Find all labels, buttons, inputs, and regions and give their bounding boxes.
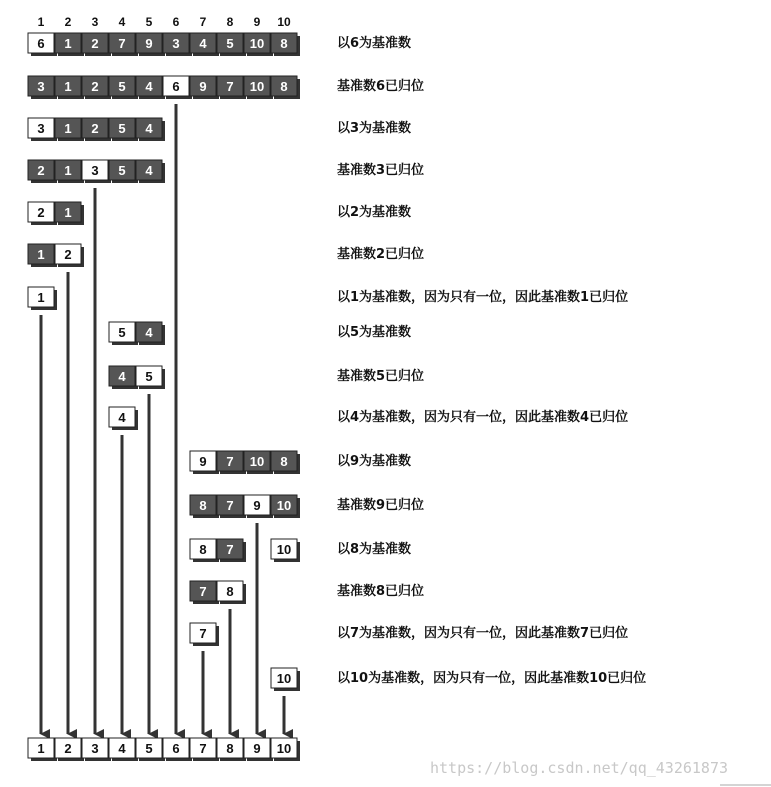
cell-value: 2 bbox=[64, 247, 72, 262]
cell-value: 2 bbox=[91, 79, 99, 94]
cell-value: 8 bbox=[280, 79, 288, 94]
cell-box bbox=[217, 451, 246, 474]
step-row bbox=[109, 322, 411, 345]
cell-value: 9 bbox=[253, 498, 261, 513]
step-row bbox=[28, 76, 424, 99]
cell-value: 4 bbox=[145, 79, 153, 94]
cell-box bbox=[109, 76, 138, 99]
step-description: 以1为基准数，因为只有一位，因此基准数1已归位 bbox=[337, 290, 629, 305]
cell-value: 3 bbox=[37, 79, 45, 94]
cell-value: 8 bbox=[199, 498, 207, 513]
step-description: 以7为基准数，因为只有一位，因此基准数7已归位 bbox=[337, 626, 629, 641]
column-index: 5 bbox=[145, 15, 153, 29]
cell-value: 3 bbox=[91, 163, 99, 178]
step-description: 基准数9已归位 bbox=[337, 498, 425, 513]
cell-value: 9 bbox=[253, 741, 261, 756]
step-row bbox=[28, 160, 424, 183]
cell-box bbox=[190, 539, 219, 562]
cell-value: 5 bbox=[145, 741, 153, 756]
cell-value: 2 bbox=[91, 121, 99, 136]
cell-box bbox=[28, 738, 57, 761]
cell-value: 7 bbox=[226, 542, 234, 557]
cell-box bbox=[82, 33, 111, 56]
cell-box bbox=[271, 539, 300, 562]
cell-value: 8 bbox=[226, 741, 234, 756]
cell-box bbox=[190, 451, 219, 474]
cell-box bbox=[217, 738, 246, 761]
cell-value: 2 bbox=[91, 36, 99, 51]
cell-box bbox=[244, 451, 273, 474]
column-index: 6 bbox=[172, 15, 180, 29]
step-row bbox=[28, 287, 628, 310]
column-index: 8 bbox=[226, 15, 234, 29]
cell-box bbox=[217, 581, 246, 604]
step-row bbox=[28, 202, 411, 225]
column-index: 2 bbox=[64, 15, 72, 29]
cell-box bbox=[136, 366, 165, 389]
cell-value: 7 bbox=[226, 454, 234, 469]
cell-value: 8 bbox=[226, 584, 234, 599]
cell-value: 3 bbox=[172, 36, 180, 51]
cell-box bbox=[271, 76, 300, 99]
cell-box bbox=[244, 33, 273, 56]
step-description: 以9为基准数 bbox=[337, 454, 412, 469]
cell-value: 3 bbox=[37, 121, 45, 136]
cell-value: 7 bbox=[199, 584, 207, 599]
step-description: 以2为基准数 bbox=[337, 205, 412, 220]
step-description: 以10为基准数，因为只有一位，因此基准数10已归位 bbox=[337, 671, 647, 686]
step-description: 基准数6已归位 bbox=[337, 79, 425, 94]
cell-value: 1 bbox=[64, 163, 72, 178]
cell-box bbox=[217, 495, 246, 518]
column-index-header bbox=[38, 15, 291, 29]
step-description: 以3为基准数 bbox=[337, 121, 412, 136]
step-row bbox=[28, 118, 411, 141]
cell-box bbox=[55, 118, 84, 141]
cell-box bbox=[271, 451, 300, 474]
cell-box bbox=[55, 202, 84, 225]
cell-box bbox=[28, 160, 57, 183]
cell-box bbox=[163, 76, 192, 99]
cell-value: 10 bbox=[276, 498, 292, 513]
final-sorted-row bbox=[28, 738, 300, 761]
column-index: 1 bbox=[37, 15, 45, 29]
cell-box bbox=[109, 407, 138, 430]
watermark: https://blog.csdn.net/qq_43261873 bbox=[430, 759, 729, 777]
cell-value: 7 bbox=[226, 498, 234, 513]
cell-value: 4 bbox=[145, 325, 153, 340]
cell-box bbox=[217, 76, 246, 99]
cell-box bbox=[136, 738, 165, 761]
cell-box bbox=[271, 668, 300, 691]
cell-box bbox=[190, 738, 219, 761]
cell-box bbox=[55, 738, 84, 761]
cell-value: 8 bbox=[199, 542, 207, 557]
cell-value: 10 bbox=[276, 542, 292, 557]
cell-box bbox=[109, 366, 138, 389]
cell-value: 1 bbox=[37, 247, 45, 262]
cell-box bbox=[190, 33, 219, 56]
step-row bbox=[28, 33, 411, 56]
cell-value: 1 bbox=[37, 741, 45, 756]
cell-value: 5 bbox=[226, 36, 234, 51]
cell-value: 5 bbox=[145, 369, 153, 384]
cell-box bbox=[244, 495, 273, 518]
step-description: 以4为基准数，因为只有一位，因此基准数4已归位 bbox=[337, 410, 629, 425]
step-row bbox=[190, 581, 424, 604]
cell-value: 5 bbox=[118, 79, 126, 94]
cell-value: 1 bbox=[37, 290, 45, 305]
cell-box bbox=[136, 160, 165, 183]
cell-box bbox=[271, 33, 300, 56]
cell-box bbox=[136, 33, 165, 56]
cell-box bbox=[28, 244, 57, 267]
cell-box bbox=[136, 76, 165, 99]
cell-box bbox=[28, 33, 57, 56]
cell-box bbox=[55, 33, 84, 56]
step-description: 基准数2已归位 bbox=[337, 247, 425, 262]
cell-value: 9 bbox=[145, 36, 153, 51]
cell-box bbox=[55, 244, 84, 267]
step-row bbox=[190, 495, 424, 518]
column-index: 7 bbox=[199, 15, 207, 29]
step-row bbox=[109, 366, 424, 389]
cell-box bbox=[271, 738, 300, 761]
cell-box bbox=[109, 118, 138, 141]
cell-box bbox=[28, 202, 57, 225]
cell-box bbox=[163, 33, 192, 56]
cell-value: 7 bbox=[118, 36, 126, 51]
step-row bbox=[28, 244, 424, 267]
cell-box bbox=[109, 33, 138, 56]
cell-value: 10 bbox=[249, 79, 265, 94]
cell-box bbox=[244, 76, 273, 99]
cell-value: 9 bbox=[199, 79, 207, 94]
cell-value: 4 bbox=[145, 163, 153, 178]
cell-value: 10 bbox=[249, 36, 265, 51]
cell-value: 10 bbox=[276, 671, 292, 686]
cell-value: 2 bbox=[64, 741, 72, 756]
cell-value: 6 bbox=[172, 79, 180, 94]
cell-value: 10 bbox=[276, 741, 292, 756]
cell-value: 4 bbox=[199, 36, 207, 51]
cell-value: 5 bbox=[118, 325, 126, 340]
cell-box bbox=[217, 539, 246, 562]
cell-box bbox=[190, 495, 219, 518]
cell-value: 4 bbox=[118, 410, 126, 425]
cell-value: 8 bbox=[280, 36, 288, 51]
cell-box bbox=[109, 322, 138, 345]
cell-box bbox=[82, 160, 111, 183]
step-row bbox=[190, 451, 411, 474]
cell-value: 4 bbox=[145, 121, 153, 136]
cell-box bbox=[190, 581, 219, 604]
cell-box bbox=[82, 118, 111, 141]
cell-box bbox=[136, 118, 165, 141]
cell-value: 3 bbox=[91, 741, 99, 756]
cell-box bbox=[28, 76, 57, 99]
cell-box bbox=[28, 118, 57, 141]
step-description: 以8为基准数 bbox=[337, 542, 412, 557]
cell-box bbox=[136, 322, 165, 345]
step-description: 以5为基准数 bbox=[337, 325, 412, 340]
cell-value: 1 bbox=[64, 79, 72, 94]
step-row bbox=[271, 668, 646, 691]
cell-value: 2 bbox=[37, 163, 45, 178]
cell-box bbox=[82, 738, 111, 761]
cell-value: 8 bbox=[280, 454, 288, 469]
cell-box bbox=[55, 76, 84, 99]
cell-box bbox=[28, 287, 57, 310]
step-description: 基准数5已归位 bbox=[337, 369, 425, 384]
cell-box bbox=[217, 33, 246, 56]
cell-box bbox=[244, 738, 273, 761]
cell-box bbox=[82, 76, 111, 99]
cell-value: 7 bbox=[226, 79, 234, 94]
cell-value: 7 bbox=[199, 626, 207, 641]
cell-box bbox=[190, 623, 219, 646]
step-description: 基准数3已归位 bbox=[337, 163, 425, 178]
cell-box bbox=[190, 76, 219, 99]
column-index: 10 bbox=[277, 15, 291, 29]
cell-value: 6 bbox=[172, 741, 180, 756]
arrow-layer bbox=[41, 104, 284, 734]
column-index: 9 bbox=[253, 15, 261, 29]
column-index: 4 bbox=[118, 15, 126, 29]
cell-box bbox=[271, 495, 300, 518]
cell-value: 5 bbox=[118, 163, 126, 178]
cell-value: 2 bbox=[37, 205, 45, 220]
cell-value: 1 bbox=[64, 36, 72, 51]
cell-value: 4 bbox=[118, 369, 126, 384]
cell-value: 4 bbox=[118, 741, 126, 756]
cell-box bbox=[163, 738, 192, 761]
cell-value: 9 bbox=[199, 454, 207, 469]
step-row bbox=[190, 539, 411, 562]
cell-value: 7 bbox=[199, 741, 207, 756]
column-index: 3 bbox=[91, 15, 99, 29]
cell-value: 6 bbox=[37, 36, 45, 51]
cell-value: 1 bbox=[64, 205, 72, 220]
cell-value: 5 bbox=[118, 121, 126, 136]
cell-box bbox=[55, 160, 84, 183]
cell-value: 1 bbox=[64, 121, 72, 136]
step-description: 以6为基准数 bbox=[337, 36, 412, 51]
step-row bbox=[109, 407, 628, 430]
step-description: 基准数8已归位 bbox=[337, 584, 425, 599]
cell-box bbox=[109, 160, 138, 183]
cell-box bbox=[109, 738, 138, 761]
cell-value: 10 bbox=[249, 454, 265, 469]
